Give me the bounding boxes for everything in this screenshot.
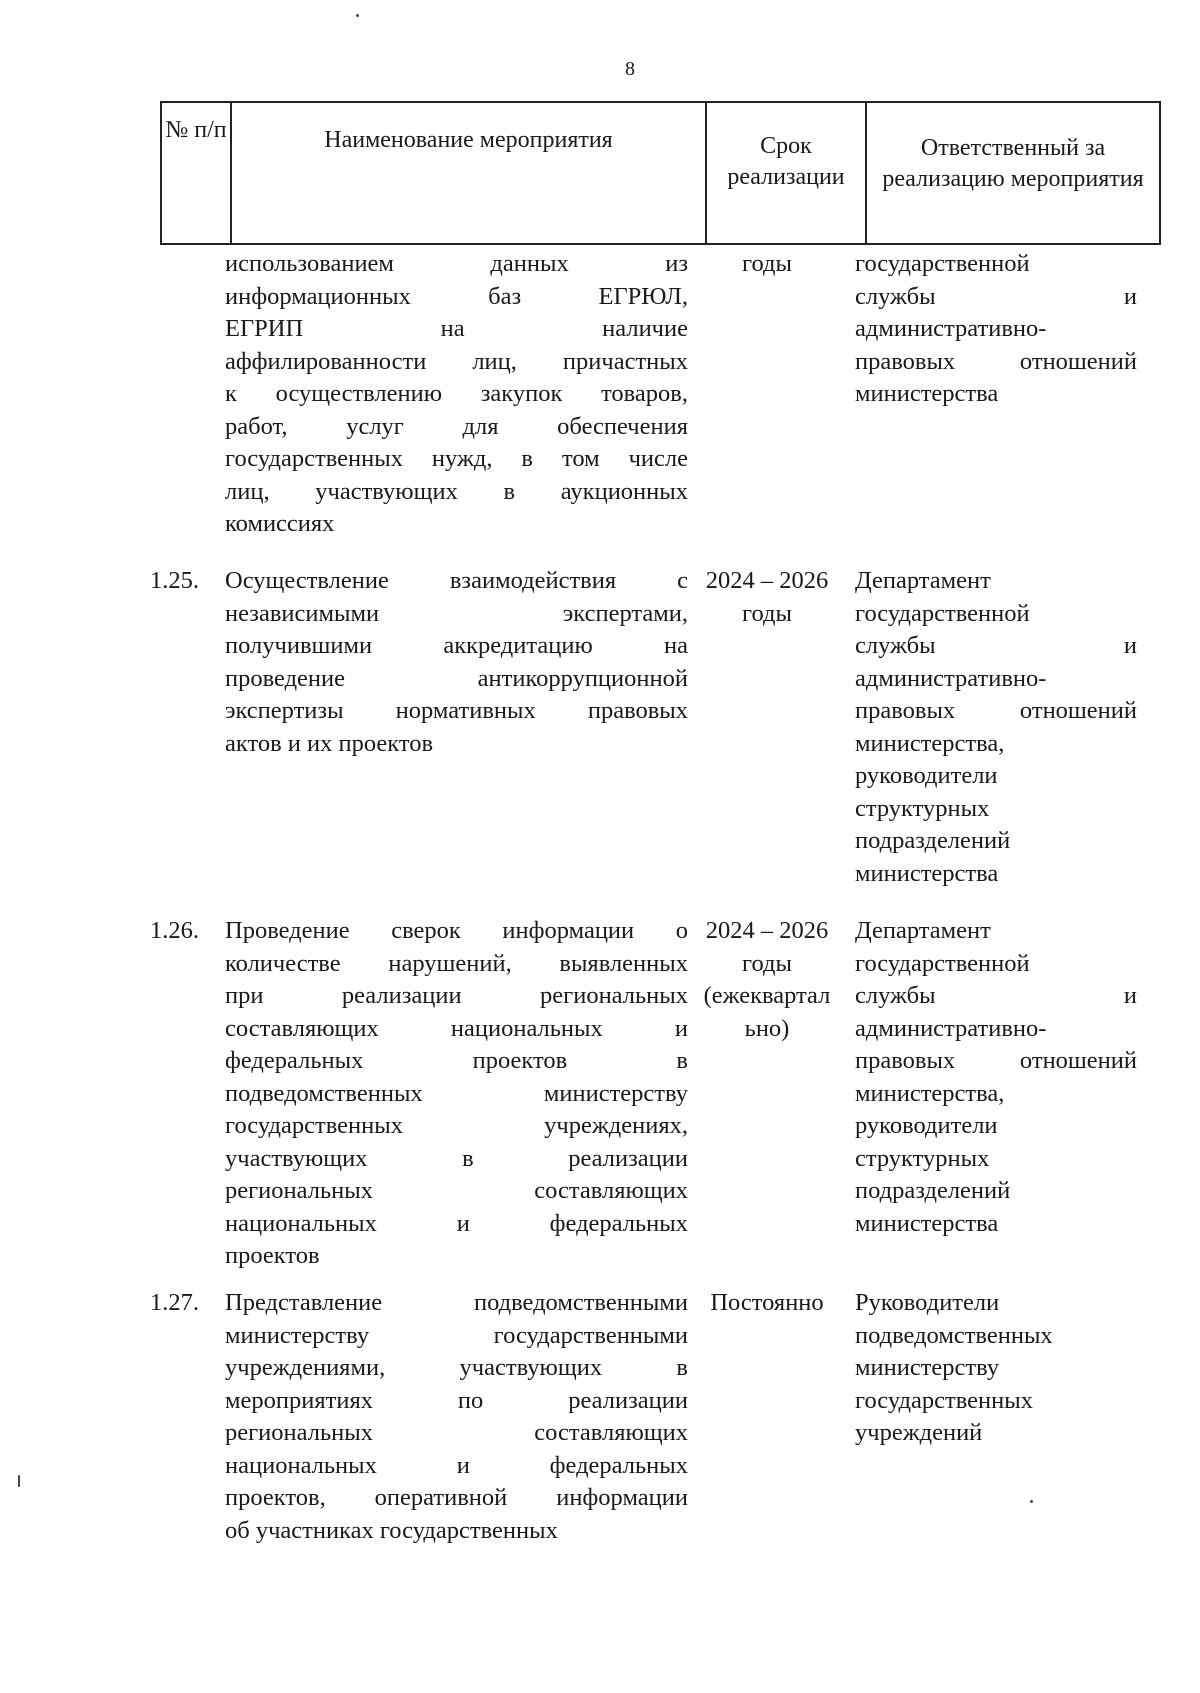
activity-name-line: проведение антикоррупционной: [225, 664, 688, 692]
responsible-party-line: руководители: [855, 1112, 998, 1139]
responsible-party-line: административно-: [855, 1014, 1047, 1042]
responsible-party: [855, 248, 1137, 411]
responsible-party-line: министерства,: [855, 1079, 1005, 1107]
implementation-term-line: годы: [742, 250, 792, 277]
activity-name-line: при реализации региональных: [225, 982, 688, 1009]
responsible-party-line: правовых отношений: [855, 1047, 1137, 1074]
activity-name: [225, 1287, 688, 1547]
activity-name-line: Представление подведомственными: [225, 1289, 688, 1316]
responsible-party-line: государственных: [855, 1386, 1033, 1414]
responsible-party-line: учреждений: [855, 1419, 983, 1446]
responsible-party-line: подразделений: [855, 827, 1011, 854]
implementation-term-line: годы: [742, 599, 792, 627]
implementation-term: [692, 915, 842, 1045]
responsible-party: [855, 565, 1137, 890]
responsible-party-line: подразделений: [855, 1177, 1011, 1204]
responsible-party-line: министерства: [855, 1209, 999, 1237]
activity-name-line: региональных составляющих: [225, 1177, 688, 1204]
responsible-party-line: правовых отношений: [855, 347, 1137, 375]
implementation-term-line: Постоянно: [710, 1289, 824, 1316]
activity-name-line: мероприятиях по реализации: [225, 1386, 688, 1414]
activity-name-line: Осуществление взаимодействия с: [225, 567, 688, 594]
activity-name: [225, 915, 688, 1273]
responsible-party-line: государственной: [855, 250, 1030, 277]
activity-name-line: получившими аккредитацию на: [225, 632, 688, 659]
activity-name-line: учреждениями, участвующих в: [225, 1354, 688, 1381]
responsible-party-line: структурных: [855, 794, 990, 822]
responsible-party-line: государственной: [855, 599, 1030, 627]
implementation-term: [692, 248, 842, 281]
responsible-party-line: Департамент: [855, 917, 991, 944]
responsible-party-line: административно-: [855, 664, 1047, 692]
activity-name-line: министерству государственными: [225, 1321, 688, 1349]
activity-name-line: аффилированности лиц, причастных: [225, 347, 688, 375]
responsible-party-line: подведомственных: [855, 1321, 1053, 1349]
responsible-party-line: государственной: [855, 949, 1030, 977]
row-number: 1.25.: [150, 567, 199, 594]
activity-name-line: проектов, оперативной информации: [225, 1484, 688, 1511]
activity-name-line: комиссиях: [225, 510, 335, 537]
activity-name: [225, 248, 688, 541]
scan-mark: [18, 1475, 20, 1487]
table-header: [160, 101, 1161, 245]
header-term: Срок реализации: [707, 103, 867, 243]
responsible-party-line: Руководители: [855, 1289, 1000, 1316]
header-num: № п/п: [162, 103, 232, 243]
responsible-party: [855, 915, 1137, 1240]
activity-name-line: об участниках государственных: [225, 1516, 558, 1544]
row-number: 1.26.: [150, 917, 199, 944]
activity-name-line: актов и их проектов: [225, 729, 434, 757]
implementation-term-line: 2024 – 2026: [705, 567, 829, 594]
responsible-party-line: службы и: [855, 982, 1137, 1009]
responsible-party-line: министерству: [855, 1354, 1000, 1381]
activity-name-line: составляющих национальных и: [225, 1014, 688, 1042]
implementation-term-line: (ежеквартал: [703, 982, 831, 1009]
activity-name-line: участвующих в реализации: [225, 1144, 688, 1172]
activity-name-line: независимыми экспертами,: [225, 599, 688, 627]
implementation-term: [692, 565, 842, 630]
scan-speck: [356, 14, 359, 17]
activity-name-line: лиц, участвующих в аукционных: [225, 477, 688, 505]
header-name: Наименование мероприятия: [232, 103, 707, 243]
responsible-party-line: Департамент: [855, 567, 991, 594]
implementation-term-line: 2024 – 2026: [705, 917, 829, 944]
row-number: 1.27.: [150, 1289, 199, 1316]
responsible-party: [855, 1287, 1137, 1450]
responsible-party-line: административно-: [855, 315, 1047, 342]
activity-name-line: национальных и федеральных: [225, 1451, 688, 1479]
activity-name-line: подведомственных министерству: [225, 1079, 688, 1107]
activity-name-line: информационных баз ЕГРЮЛ,: [225, 282, 688, 310]
implementation-term-line: ьно): [744, 1014, 790, 1042]
activity-name-line: количестве нарушений, выявленных: [225, 949, 688, 977]
activity-name-line: региональных составляющих: [225, 1419, 688, 1446]
activity-name-line: проектов: [225, 1242, 320, 1269]
activity-name-line: государственных нужд, в том числе: [225, 445, 688, 472]
responsible-party-line: структурных: [855, 1144, 990, 1172]
activity-name: [225, 565, 688, 760]
page-number: 8: [625, 58, 635, 80]
activity-name-line: Проведение сверок информации о: [225, 917, 688, 944]
header-responsible: Ответственный за реализацию мероприятия: [882, 135, 1144, 192]
activity-name-line: экспертизы нормативных правовых: [225, 697, 688, 724]
activity-name-line: работ, услуг для обеспечения: [225, 412, 688, 440]
responsible-party-line: службы и: [855, 632, 1137, 659]
responsible-party-line: службы и: [855, 282, 1137, 310]
activity-name-line: национальных и федеральных: [225, 1209, 688, 1237]
responsible-party-line: правовых отношений: [855, 697, 1137, 724]
activity-name-line: использованием данных из: [225, 250, 688, 277]
scan-speck: [1030, 1500, 1033, 1503]
responsible-party-line: министерства: [855, 380, 999, 407]
responsible-party-line: руководители: [855, 762, 998, 789]
activity-name-line: государственных учреждениях,: [225, 1112, 688, 1139]
implementation-term-line: годы: [742, 949, 792, 977]
activity-name-line: к осуществлению закупок товаров,: [225, 380, 688, 407]
activity-name-line: федеральных проектов в: [225, 1047, 688, 1074]
activity-name-line: ЕГРИП на наличие: [225, 315, 688, 342]
responsible-party-line: министерства,: [855, 729, 1005, 757]
implementation-term: [692, 1287, 842, 1320]
responsible-party-line: министерства: [855, 859, 999, 887]
